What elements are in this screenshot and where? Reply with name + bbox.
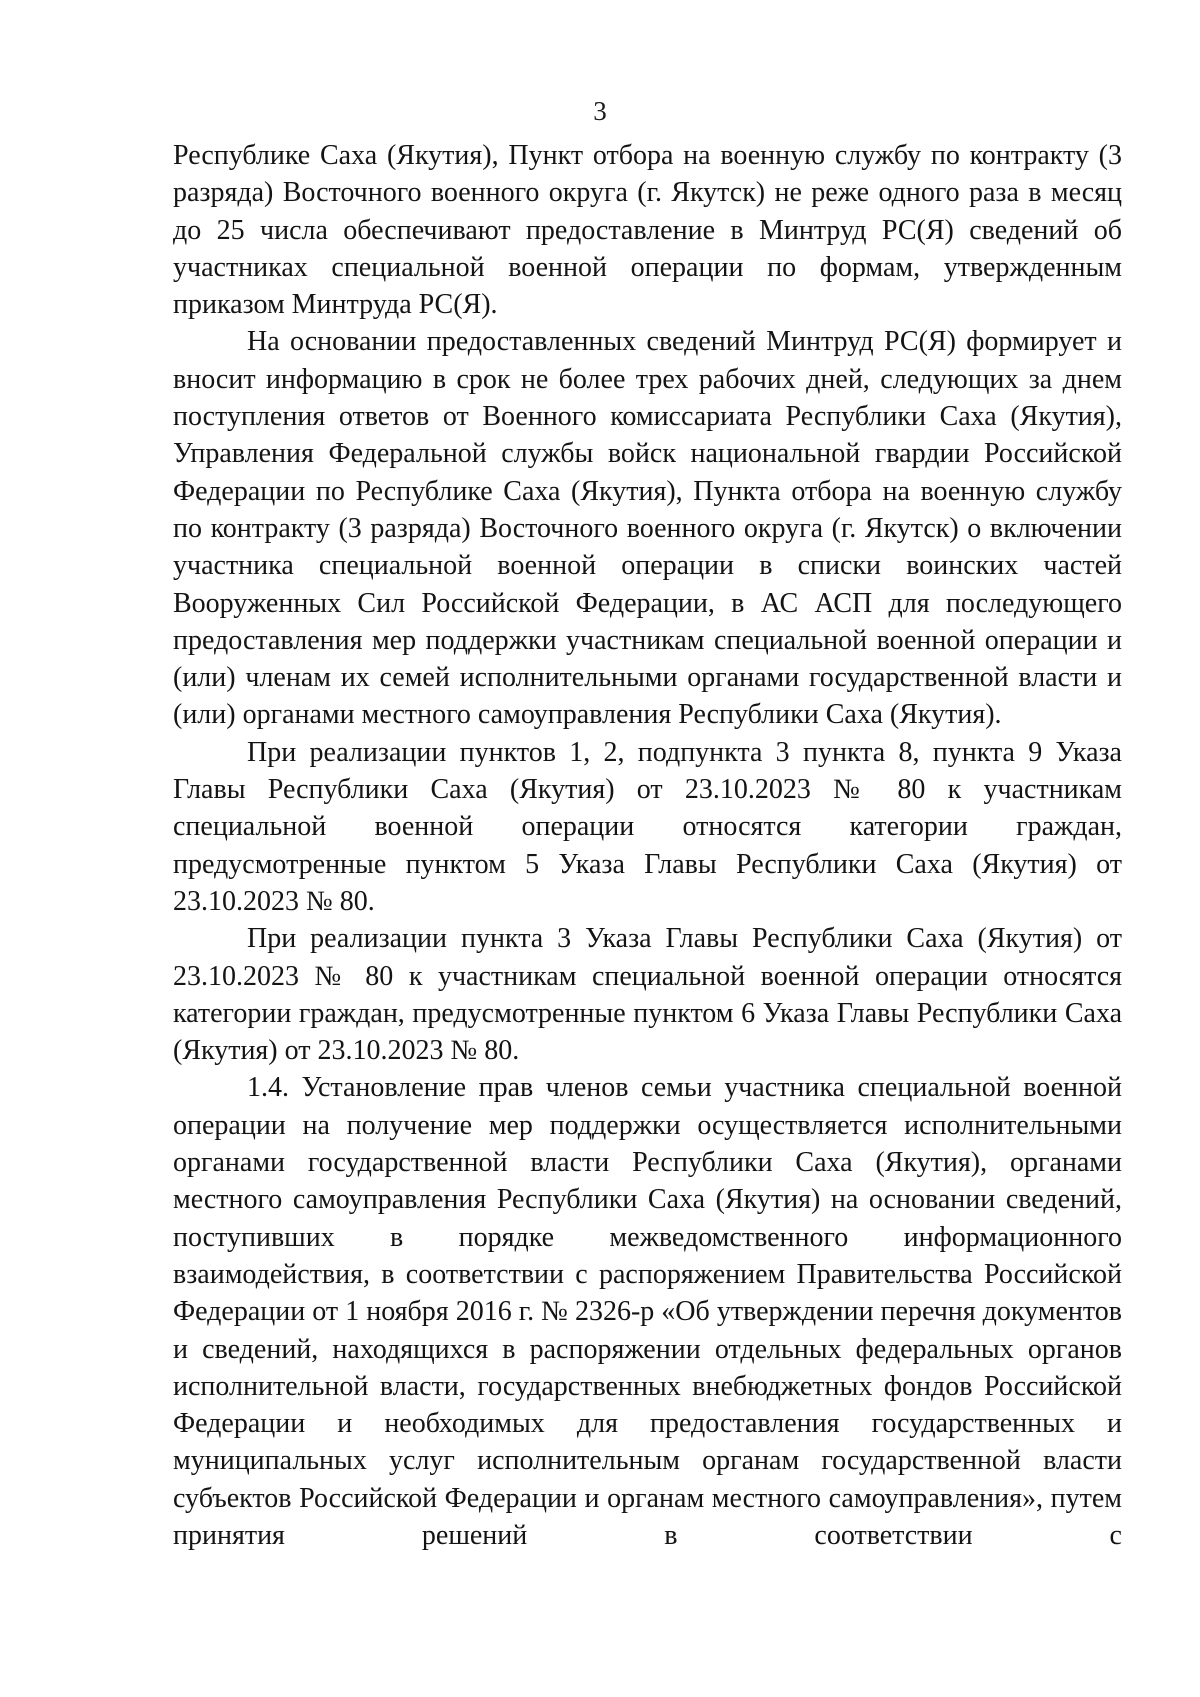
paragraph-point-3: При реализации пункта 3 Указа Главы Республики Саха (Якутия) от 23.10.2023 № 80 к участникам специальной военной операции относятся категории граждан, предусмотренные пунктом 6 Указа Главы Республики Саха (Якутия) от 23.10.2023 № 80. xyxy=(173,923,1122,1067)
paragraph-points-1-2-8-9: При реализации пунктов 1, 2, подпункта 3 пункта 8, пункта 9 Указа Главы Республики Саха (Якутия) от 23.10.2023 № 80 к участникам специальной военной операции относятся категории граждан, предусмотренные пунктом 5 Указа Главы Республики Саха (Якутия) от 23.10.2023 № 80. xyxy=(173,736,1122,917)
paragraph-mintrud-information: На основании предоставленных сведений Минтруд РС(Я) формирует и вносит информацию в срок не более трех рабочих дней, следующих за днем поступления ответов от Военного комиссариата Республики Саха (Якутия), Управления Федеральной службы войск национальной гвардии Российской Федерации по Республике Саха (Якутия), Пункта отбора на военную службу по контракту (3 разряда) Восточного военного округа (г. Якутск) о включении участника специальной военной операции в списки воинских частей Вооруженных Сил Российской Федерации, в АС АСП для последующего предоставления мер поддержки участникам специальной военной операции и (или) членам их семей исполнительными органами государственной власти и (или) органами местного самоуправления Республики Саха (Якутия). xyxy=(173,326,1122,731)
paragraph-section-1-4: 1.4. Установление прав членов семьи участника специальной военной операции на получение мер поддержки осуществляется исполнительными органами государственной власти Республики Саха (Якутия), органами местного самоуправления Республики Саха (Якутия) на основании сведений, поступивших в порядке межведомственного информационного взаимодействия, в соответствии с распоряжением Правительства Российской Федерации от 1 ноября 2016 г. № 2326-р «Об утверждении перечня документов и сведений, находящихся в распоряжении отдельных федеральных органов исполнительной власти, государственных внебюджетных фондов Российской Федерации и необходимых для предоставления государственных и муниципальных услуг исполнительным органам государственной власти субъектов Российской Федерации и органам местного самоуправления», путем принятия решений в соответствии с xyxy=(173,1072,1122,1551)
page-number: 3 xyxy=(593,96,607,126)
document-body xyxy=(173,137,1122,1554)
paragraph-continuation: Республике Саха (Якутия), Пункт отбора на военную службу по контракту (3 разряда) Восточного военного округа (г. Якутск) не реже одного раза в месяц до 25 числа обеспечивают предоставление в Минтруд РС(Я) сведений об участниках специальной военной операции по формам, утвержденным приказом Минтруда РС(Я). xyxy=(173,140,1122,321)
